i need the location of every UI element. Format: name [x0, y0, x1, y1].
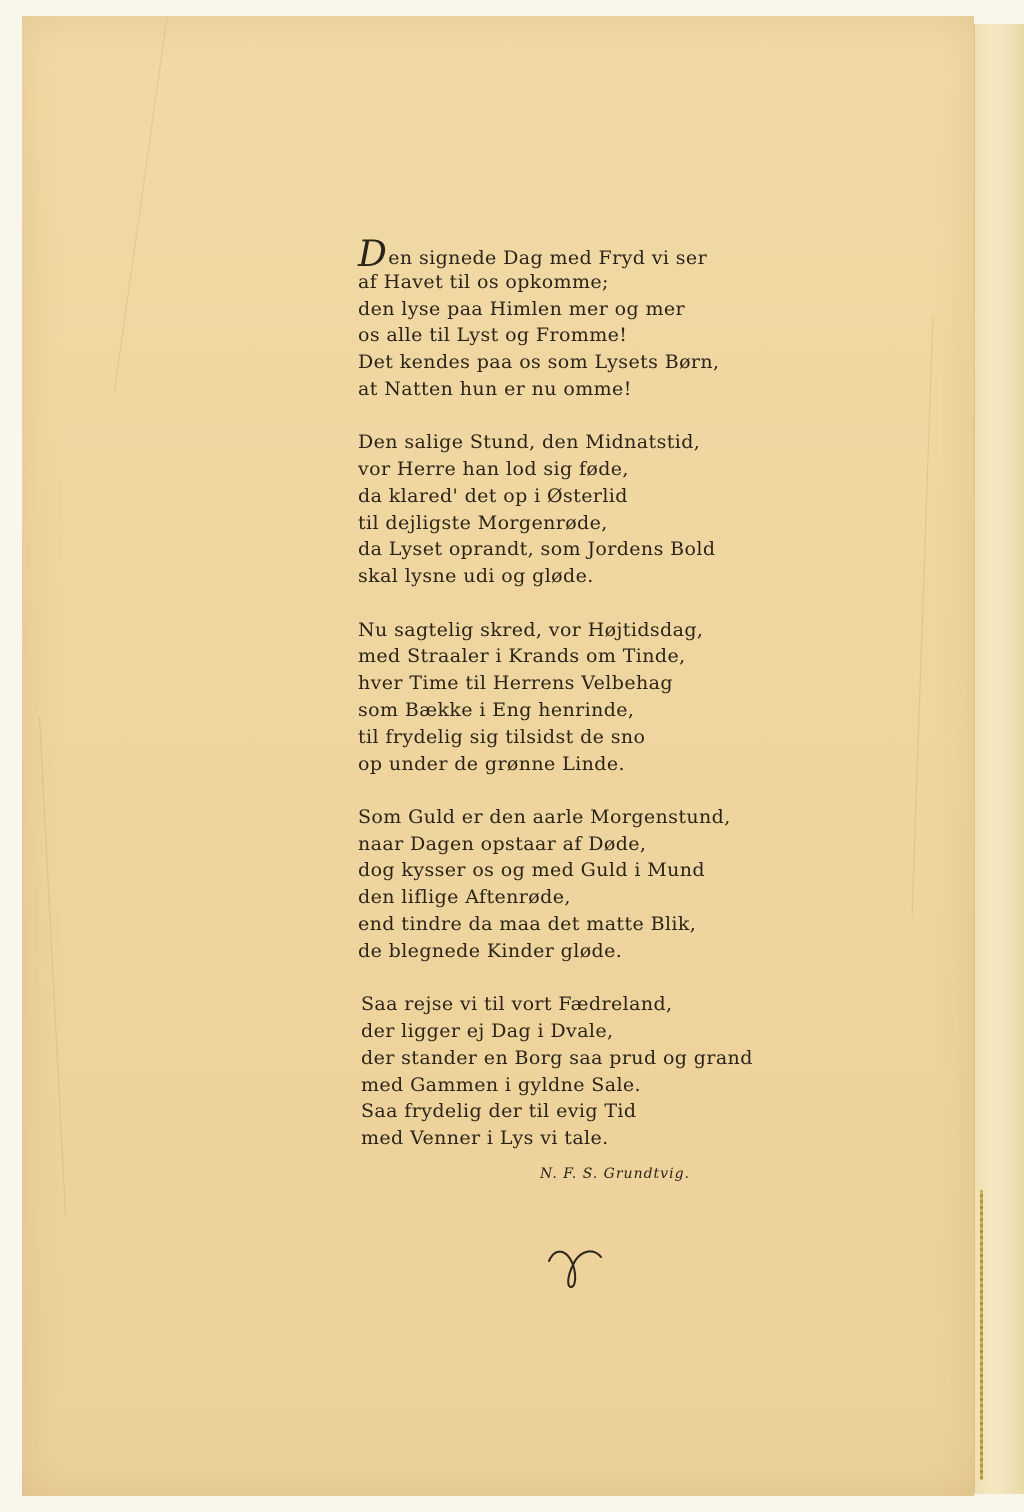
drop-cap: D	[358, 234, 388, 275]
poem-line: naar Dagen opstaar af Døde,	[358, 832, 647, 855]
poem-line: Nu sagtelig skred, vor Højtidsdag,	[358, 618, 704, 641]
poem-line: at Natten hun er nu omme!	[358, 377, 632, 400]
poem-line: der stander en Borg saa prud og grand	[361, 1046, 753, 1069]
poem-line: den liflige Aftenrøde,	[358, 886, 571, 909]
poem-line: de blegnede Kinder gløde.	[358, 939, 623, 962]
poem-line: da Lyset oprandt, som Jordens Bold	[358, 538, 716, 561]
stanza	[361, 991, 778, 1152]
poem-line: med Gammen i gyldne Sale.	[361, 1073, 641, 1096]
author-signature: N. F. S. Grundtvig.	[540, 1166, 690, 1182]
poem-line: end tindre da maa det matte Blik,	[358, 913, 697, 936]
poem-line: op under de grønne Linde.	[358, 752, 625, 775]
poem	[358, 234, 778, 1178]
poem-line: dog kysser os og med Guld i Mund	[358, 859, 705, 882]
poem-line: da klared' det op i Østerlid	[358, 484, 628, 507]
poem-line: med Straaler i Krands om Tinde,	[358, 645, 686, 668]
stanza	[358, 429, 778, 590]
stanza	[358, 617, 778, 778]
poem-line: som Bække i Eng henrinde,	[358, 698, 635, 721]
ornament-icon	[545, 1243, 605, 1291]
poem-line: der ligger ej Dag i Dvale,	[361, 1019, 614, 1042]
poem-line: Saa frydelig der til evig Tid	[361, 1100, 637, 1123]
poem-line: hver Time til Herrens Velbehag	[358, 672, 673, 695]
paper-crease	[39, 716, 66, 1215]
poem-line: til dejligste Morgenrøde,	[358, 511, 608, 534]
stanza	[358, 804, 778, 965]
poem-line: til frydelig sig tilsidst de sno	[358, 725, 646, 748]
poem-line: Det kendes paa os som Lysets Børn,	[358, 351, 720, 374]
poem-line: Den salige Stund, den Midnatstid,	[358, 431, 701, 454]
poem-line: Saa rejse vi til vort Fædreland,	[361, 993, 673, 1016]
stanza	[358, 234, 778, 403]
paper-crease	[912, 316, 934, 916]
poem-line: vor Herre han lod sig føde,	[358, 458, 629, 481]
poem-line: den lyse paa Himlen mer og mer	[358, 297, 686, 320]
poem-line: med Venner i Lys vi tale.	[361, 1127, 609, 1150]
poem-line: Som Guld er den aarle Morgenstund,	[358, 805, 731, 828]
binding-cord	[980, 1190, 983, 1480]
poem-line	[358, 234, 778, 275]
poem-line: os alle til Lyst og Fromme!	[358, 324, 628, 347]
poem-line: af Havet til os opkomme;	[358, 270, 609, 293]
line-text: en signede Dag med Fryd vi ser	[388, 247, 708, 269]
poem-line: skal lysne udi og gløde.	[358, 565, 594, 588]
paper-crease	[114, 18, 168, 394]
